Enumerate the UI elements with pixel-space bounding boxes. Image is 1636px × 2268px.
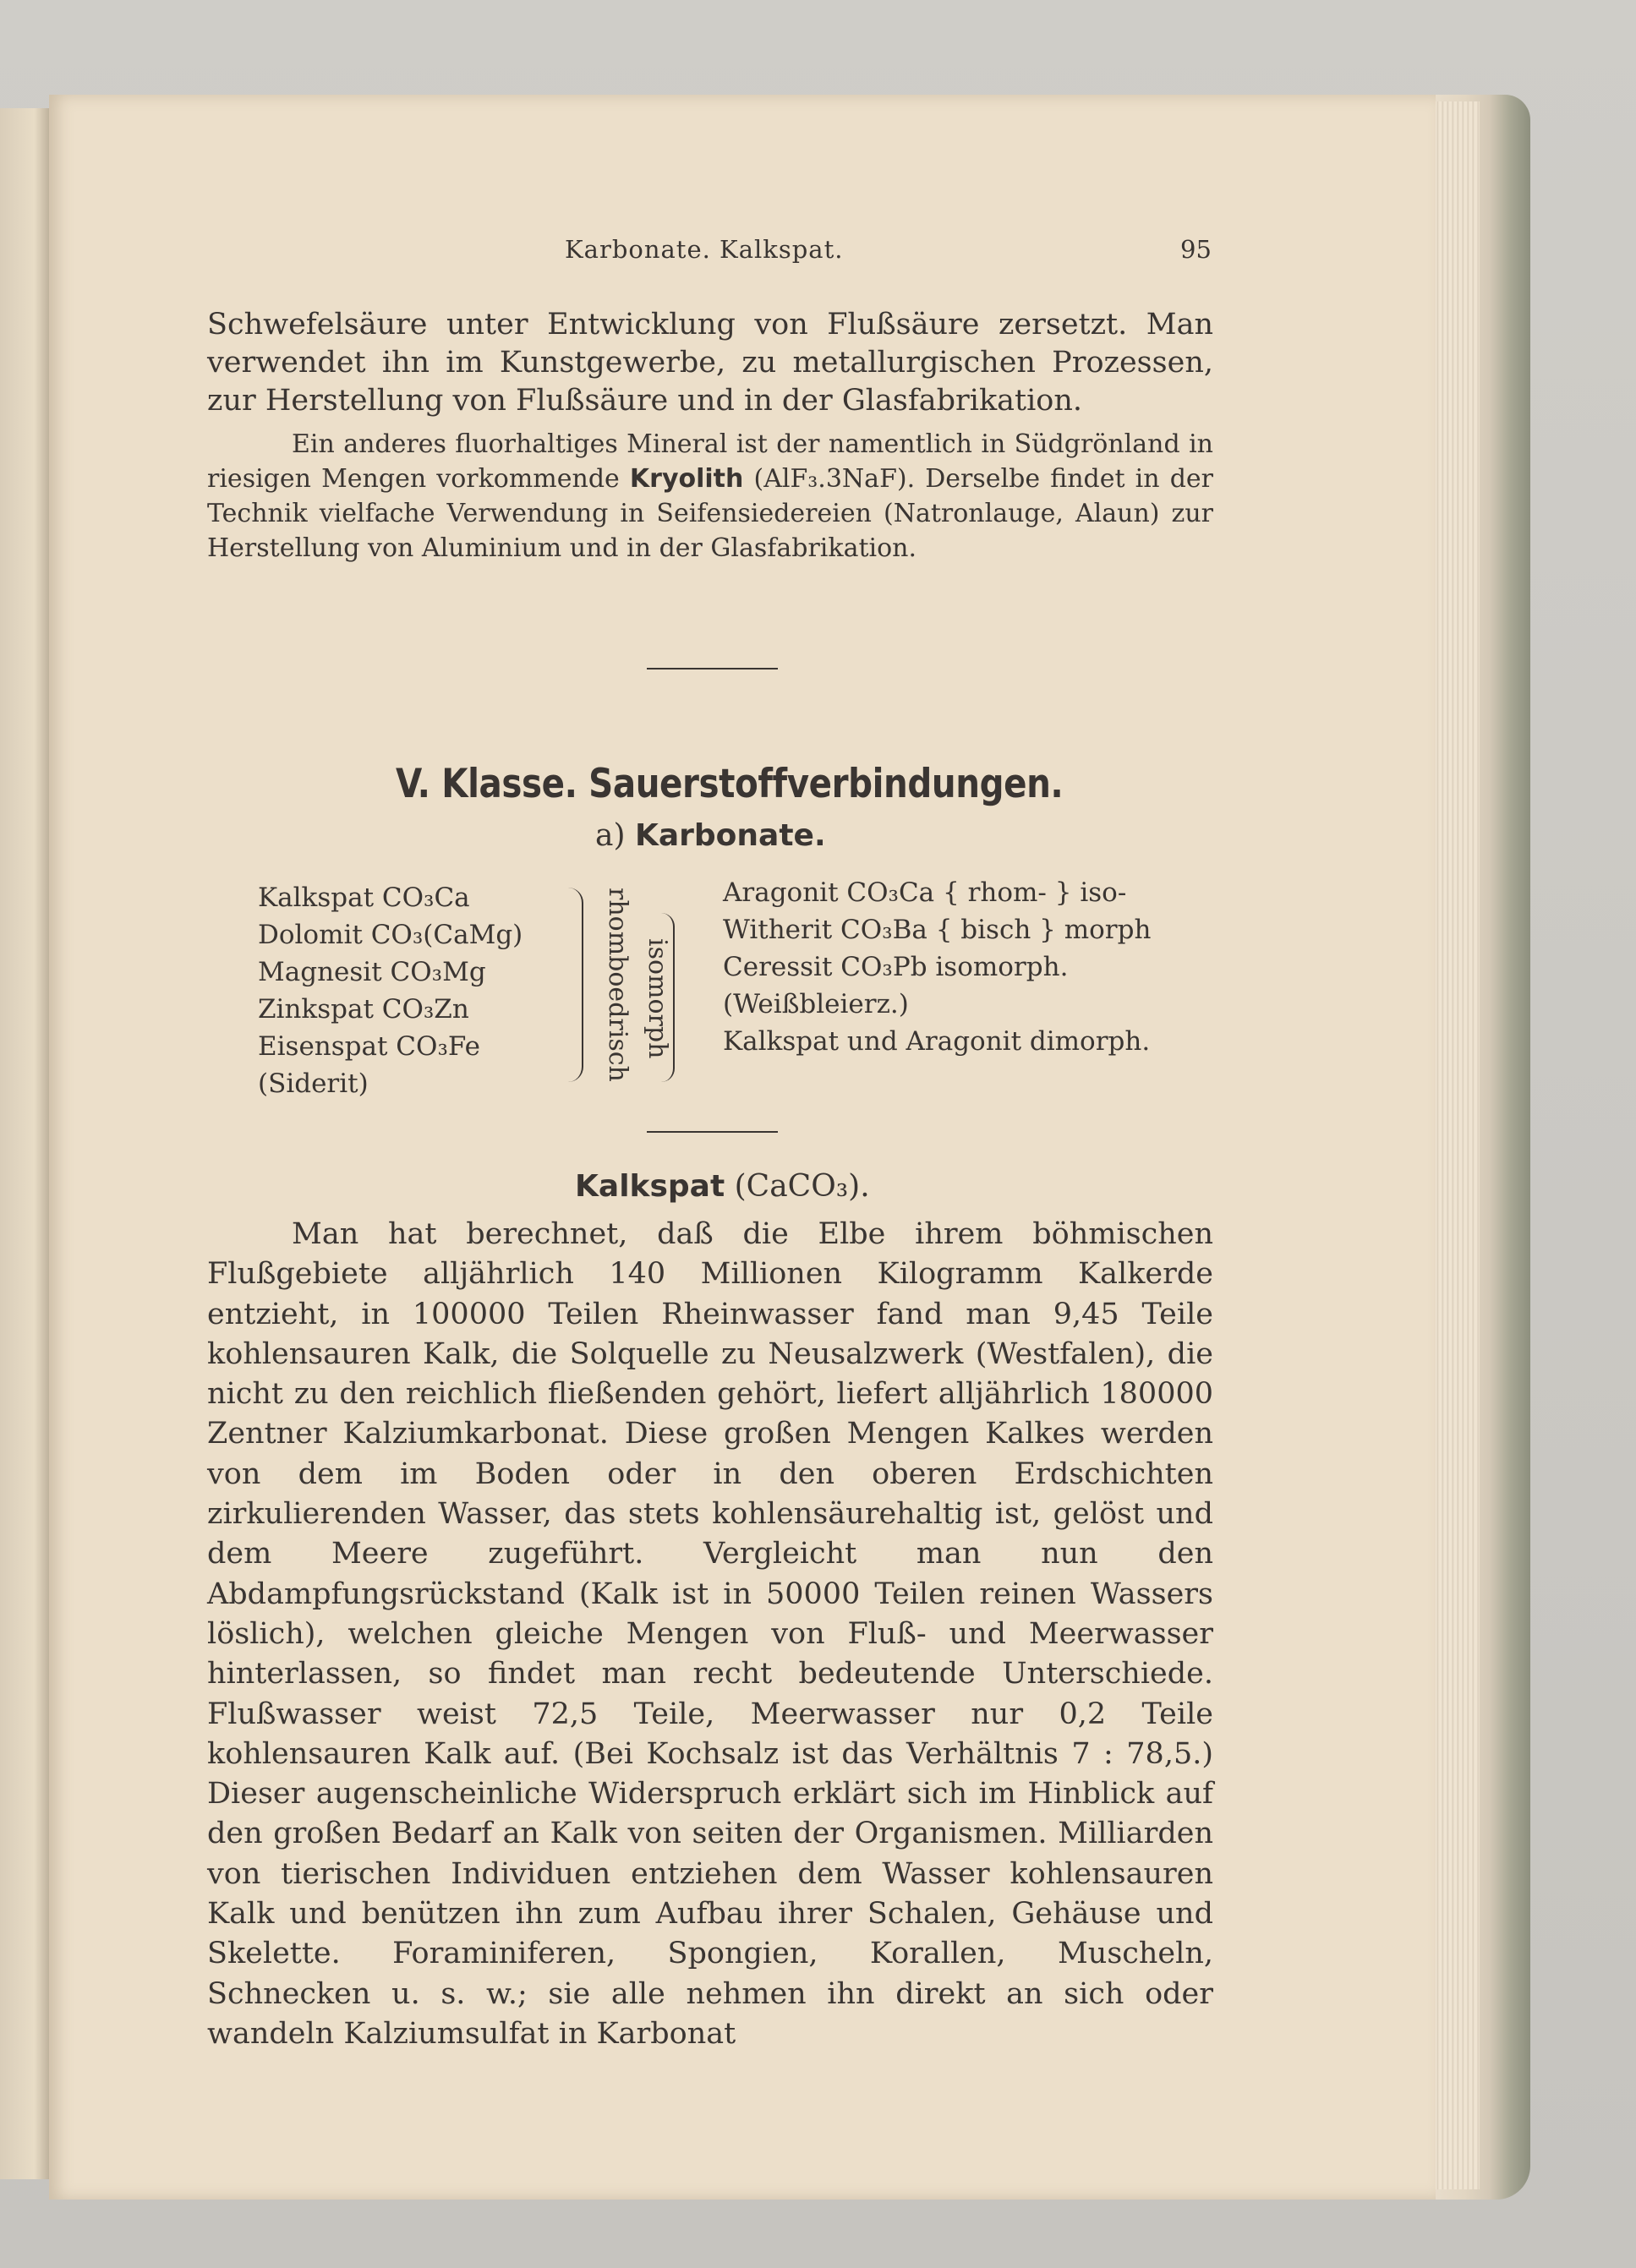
sub-heading [595, 818, 826, 853]
left-carbonate-list [258, 879, 523, 1102]
class-heading: V. Klasse. Sauerstoffverbindungen. [396, 761, 1064, 807]
running-head: Karbonate. Kalkspat. [565, 235, 844, 264]
isomorph-label: isomorph [643, 938, 672, 1059]
intro-paragraph-2-end: (AlF₃.3NaF). Derselbe findet in der Technik vielfache Verwendung in Seifensiedereien (Natronlauge, Alaun) zur Herstellung von Aluminium und in der Glasfabrikation. [207, 464, 1213, 563]
page-number: 95 [1180, 235, 1212, 264]
intro-paragraph-1: Schwefelsäure unter Entwicklung von Flußsäure zersetzt. Man verwendet ihn im Kunstgewerbe, zu metallurgischen Prozessen, zur Herstellung von Flußsäure und in der Glasfabrikation. [207, 308, 1213, 418]
section-divider-1 [647, 668, 778, 669]
list-item: (Siderit) [258, 1068, 369, 1099]
sub-heading-bold: Karbonate. [634, 818, 826, 853]
rhomboedrisch-label: rhomboedrisch [603, 888, 632, 1082]
list-item: Magnesit CO₃Mg [258, 957, 486, 987]
page-edges [1429, 101, 1480, 2189]
section-divider-2 [647, 1131, 778, 1133]
kalkspat-heading [575, 1169, 870, 1204]
list-item: (Weißbleierz.) [723, 989, 909, 1019]
list-item: Zinkspat CO₃Zn [258, 994, 469, 1025]
right-carbonate-list [723, 874, 1151, 1060]
intro-paragraph-2 [207, 427, 1213, 566]
sub-heading-prefix: a) [595, 818, 635, 853]
list-item: Dolomit CO₃(CaMg) [258, 920, 523, 950]
list-item: Eisenspat CO₃Fe [258, 1031, 481, 1062]
list-item: Aragonit CO₃Ca { rhom- } iso- [723, 877, 1127, 908]
left-brace [566, 888, 583, 1082]
list-item: Ceressit CO₃Pb isomorph. [723, 952, 1069, 982]
list-item: Witherit CO₃Ba { bisch } morph [723, 915, 1152, 945]
intro-paragraph-2-start: Ein anderes fluorhaltiges Mineral ist der namentlich in Südgrönland in riesigen Mengen vorkommende [207, 429, 1213, 494]
list-item: Kalkspat und Aragonit dimorph. [723, 1026, 1151, 1057]
left-page-edge [0, 108, 49, 2179]
kalkspat-body: Man hat berechnet, daß die Elbe ihrem böhmischen Flußgebiete alljährlich 140 Millionen Kilogramm Kalkerde entzieht, in 100000 Teilen Rheinwasser fand man 9,45 Teile kohlensauren Kalk, die Solquelle zu Neusalzwerk (Westfalen), die nicht zu den reichlich fließenden gehört, liefert alljährlich 180000 Zentner Kalziumkarbonat. Diese großen Mengen Kalkes werden von dem im Boden oder in den oberen Erdschichten zirkulierenden Wasser, das stets kohlensäurehaltig ist, gelöst und dem Meere zugeführt. Vergleicht man nun den Abdampfungsrückstand (Kalk ist in 50000 Teilen reinen Wassers löslich), welchen gleiche Mengen von Fluß- und Meerwasser hinterlassen, so findet man recht bedeutende Unterschiede. Flußwasser weist 72,5 Teile, Meerwasser nur 0,2 Teile kohlensauren Kalk auf. (Bei Kochsalz ist das Verhältnis 7 : 78,5.) Dieser augenscheinliche Widerspruch erklärt sich im Hinblick auf den großen Bedarf an Kalk von seiten der Organismen. Milliarden von tierischen Individuen entziehen dem Wasser kohlensauren Kalk und benützen ihn zum Aufbau ihrer Schalen, Gehäuse und Skelette. Foraminiferen, Spongien, Korallen, Muscheln, Schnecken u. s. w.; sie alle nehmen ihn direkt an sich oder wandeln Kalziumsulfat in Karbonat [207, 1217, 1213, 2051]
kryolith-term: Kryolith [629, 464, 744, 494]
kalkspat-heading-rest: (CaCO₃). [725, 1169, 870, 1204]
list-item: Kalkspat CO₃Ca [258, 883, 470, 913]
kalkspat-heading-bold: Kalkspat [575, 1169, 725, 1204]
